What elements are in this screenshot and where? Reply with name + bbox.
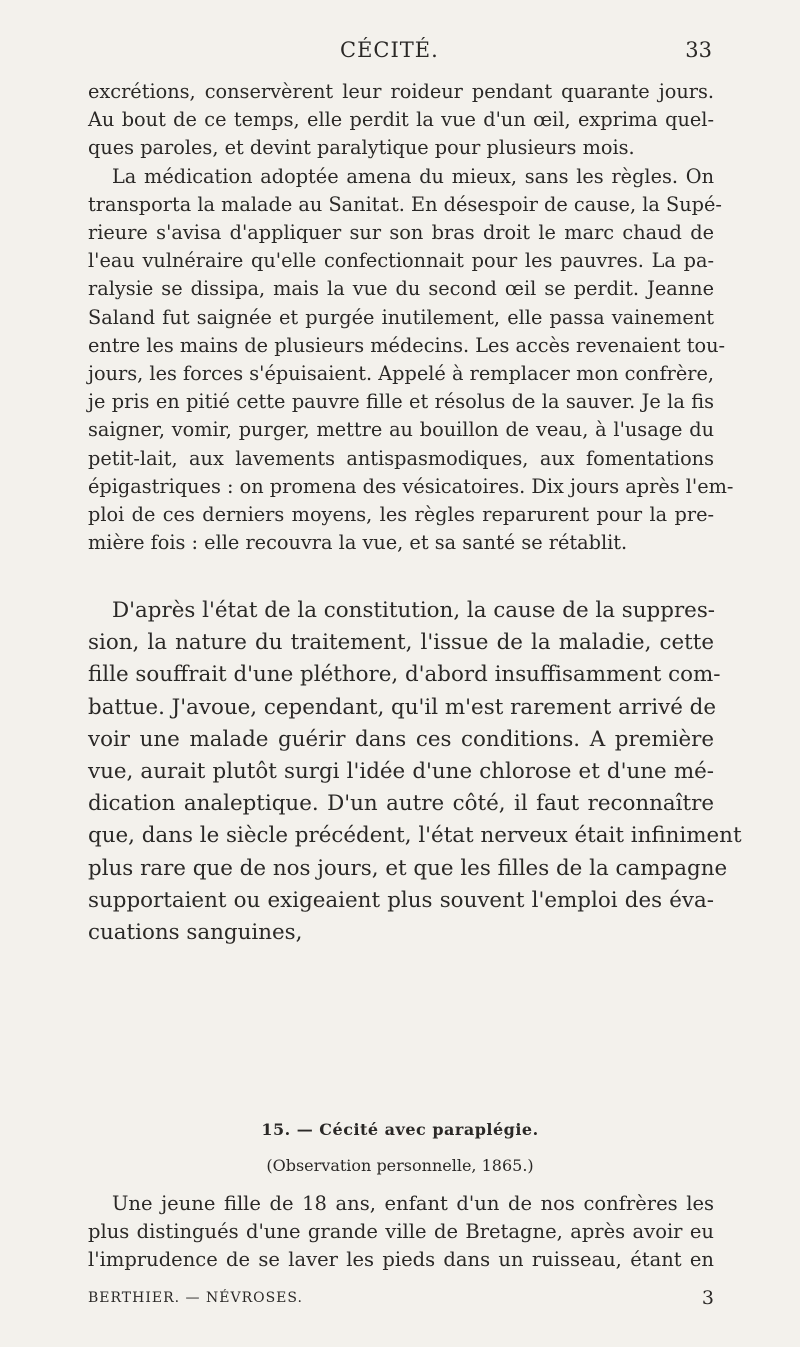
text-line: petit-lait, aux lavements antispasmodiques, aux fomentations	[88, 446, 714, 470]
running-title: CÉCITÉ.	[340, 38, 439, 62]
text-line: transporta la malade au Sanitat. En désespoir de cause, la Supé-	[88, 192, 722, 216]
text-line: Au bout de ce temps, elle perdit la vue d'un œil, exprima quel-	[88, 108, 714, 132]
text-line: plus distingués d'une grande ville de Bretagne, après avoir eu	[88, 1220, 714, 1243]
signature-mark: 3	[701, 1287, 714, 1309]
text-line: saigner, vomir, purger, mettre au bouillon de veau, à l'usage du	[88, 418, 714, 442]
text-line: cuations sanguines,	[88, 920, 303, 946]
text-line: l'imprudence de se laver les pieds dans un ruisseau, étant en	[88, 1248, 714, 1271]
text-line: épigastriques : on promena des vésicatoires. Dix jours après l'em-	[88, 474, 734, 498]
page-number: 33	[685, 38, 712, 62]
text-line: D'après l'état de la constitution, la cause de la suppres-	[112, 598, 716, 623]
commentary-paragraph	[88, 595, 742, 949]
text-line: excrétions, conservèrent leur roideur pendant quarante jours.	[88, 80, 714, 103]
text-line: fille souffrait d'une pléthore, d'abord insuffisamment com-	[88, 662, 721, 688]
page-footer	[88, 1287, 714, 1312]
text-line: Saland fut saignée et purgée inutilement, elle passa vainement	[88, 305, 714, 329]
text-line: voir une malade guérir dans ces conditions. A première	[88, 726, 714, 752]
text-line: entre les mains de plusieurs médecins. Les accès revenaient tou-	[88, 333, 726, 357]
text-line: ploi de ces derniers moyens, les règles reparurent pour la pre-	[88, 503, 714, 527]
text-line: l'eau vulnéraire qu'elle confectionnait pour les pauvres. La pa-	[88, 249, 714, 273]
text-line: dication analeptique. D'un autre côté, il faut reconnaître	[88, 791, 714, 817]
text-line: supportaient ou exigeaient plus souvent l'emploi des éva-	[88, 887, 714, 913]
text-line: La médication adoptée amena du mieux, sans les règles. On	[112, 164, 714, 188]
observation-note: (Observation personnelle, 1865.)	[266, 1156, 534, 1175]
text-line: rieure s'avisa d'appliquer sur son bras droit le marc chaud de	[88, 221, 714, 245]
text-line: sion, la nature du traitement, l'issue de la maladie, cette	[88, 630, 714, 656]
section-heading: 15. — Cécité avec paraplégie.	[261, 1120, 539, 1139]
footer-author-work: BERTHIER. — NÉVROSES.	[88, 1290, 303, 1306]
text-line: battue. J'avoue, cependant, qu'il m'est rarement arrivé de	[88, 694, 717, 720]
page-header	[0, 38, 800, 64]
text-line: plus rare que de nos jours, et que les filles de la campagne	[88, 855, 728, 881]
text-line: que, dans le siècle précédent, l'état nerveux était infiniment	[88, 823, 742, 849]
text-line: mière fois : elle recouvra la vue, et sa santé se rétablit.	[88, 531, 628, 555]
text-line: ques paroles, et devint paralytique pour plusieurs mois.	[88, 136, 635, 160]
case-paragraph	[88, 1190, 714, 1274]
text-line: Une jeune fille de 18 ans, enfant d'un de nos confrères les	[112, 1192, 714, 1215]
text-line: vue, aurait plutôt surgi l'idée d'une chlorose et d'une mé-	[88, 759, 714, 785]
text-line: ralysie se dissipa, mais la vue du second œil se perdit. Jeanne	[88, 277, 714, 301]
text-line: je pris en pitié cette pauvre fille et résolus de la sauver. Je la fis	[88, 390, 714, 414]
text-line: jours, les forces s'épuisaient. Appelé à remplacer mon confrère,	[88, 362, 714, 386]
paragraph-continuation	[88, 78, 734, 557]
